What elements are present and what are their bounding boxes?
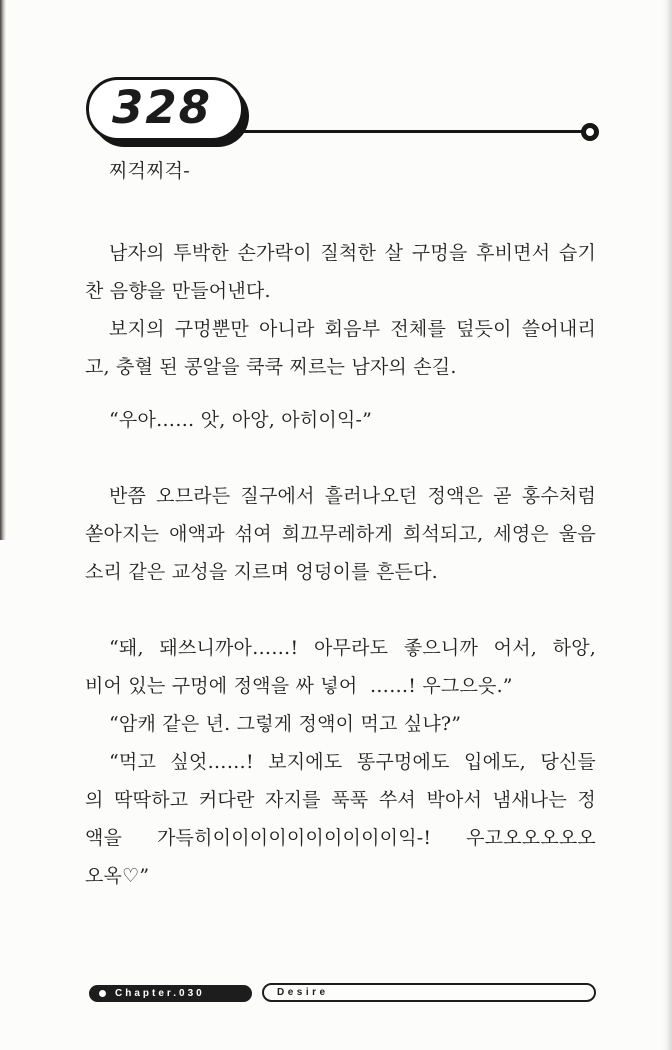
sfx-paragraph <box>85 152 596 190</box>
text-line: “암캐 같은 년. 그렇게 정액이 먹고 싶냐?” <box>109 713 462 735</box>
book-title-badge <box>262 983 596 1002</box>
dialogue-paragraph <box>85 401 596 439</box>
narration-paragraph <box>85 310 596 386</box>
text-line: 찌걱찌걱- <box>109 160 190 182</box>
dialogue-paragraph <box>85 705 596 743</box>
header-rule-line <box>235 130 585 133</box>
chapter-badge <box>89 985 252 1002</box>
text-line: “돼, 돼쓰니까아……! 아무라도 좋으니까 어서, 하앙, <box>109 637 596 659</box>
book-title-label: Desire <box>277 987 329 998</box>
text-line: 찬 음향을 만들어낸다. <box>85 280 271 302</box>
text-line: 의 딱딱하고 커다란 자지를 푹푹 쑤셔 박아서 냄새나는 정 <box>85 789 596 811</box>
text-line: 쏟아지는 애액과 섞여 희끄무레하게 희석되고, 세영은 울음 <box>85 523 596 545</box>
text-line: 보지의 구멍뿐만 아니라 회음부 전체를 덮듯이 쓸어내리 <box>109 318 596 340</box>
text-line: 반쯤 오므라든 질구에서 흘러나오던 정액은 곧 홍수처럼 <box>109 485 596 507</box>
text-line: 남자의 투박한 손가락이 질척한 살 구멍을 후비면서 습기 <box>109 242 596 264</box>
page-body <box>85 152 596 895</box>
page-number-badge <box>86 77 244 141</box>
dialogue-paragraph <box>85 743 596 895</box>
narration-paragraph <box>85 234 596 310</box>
narration-paragraph <box>85 477 596 591</box>
text-line: 액을 가득히이이이이이이이이이이익-! 우고오오오오오 <box>85 827 596 849</box>
dialogue-paragraph <box>85 629 596 705</box>
scan-left-edge <box>0 0 6 540</box>
text-line: 오옥♡” <box>85 865 150 887</box>
bullet-dot-icon <box>99 990 106 997</box>
page-number: 328 <box>112 80 212 134</box>
scan-right-edge <box>662 0 672 1050</box>
text-line: 비어 있는 구멍에 정액을 싸 넣어 ……! 우그으읏.” <box>85 675 513 697</box>
header-rule-end-ring-icon <box>581 123 599 141</box>
text-line: “우아…… 앗, 아앙, 아히이익-” <box>109 409 373 431</box>
chapter-label: Chapter.030 <box>115 988 205 999</box>
text-line: “먹고 싶엇……! 보지에도 똥구멍에도 입에도, 당신들 <box>109 751 596 773</box>
text-line: 고, 충혈 된 콩알을 쿡쿡 찌르는 남자의 손길. <box>85 356 457 378</box>
text-line: 소리 같은 교성을 지르며 엉덩이를 흔든다. <box>85 561 438 583</box>
